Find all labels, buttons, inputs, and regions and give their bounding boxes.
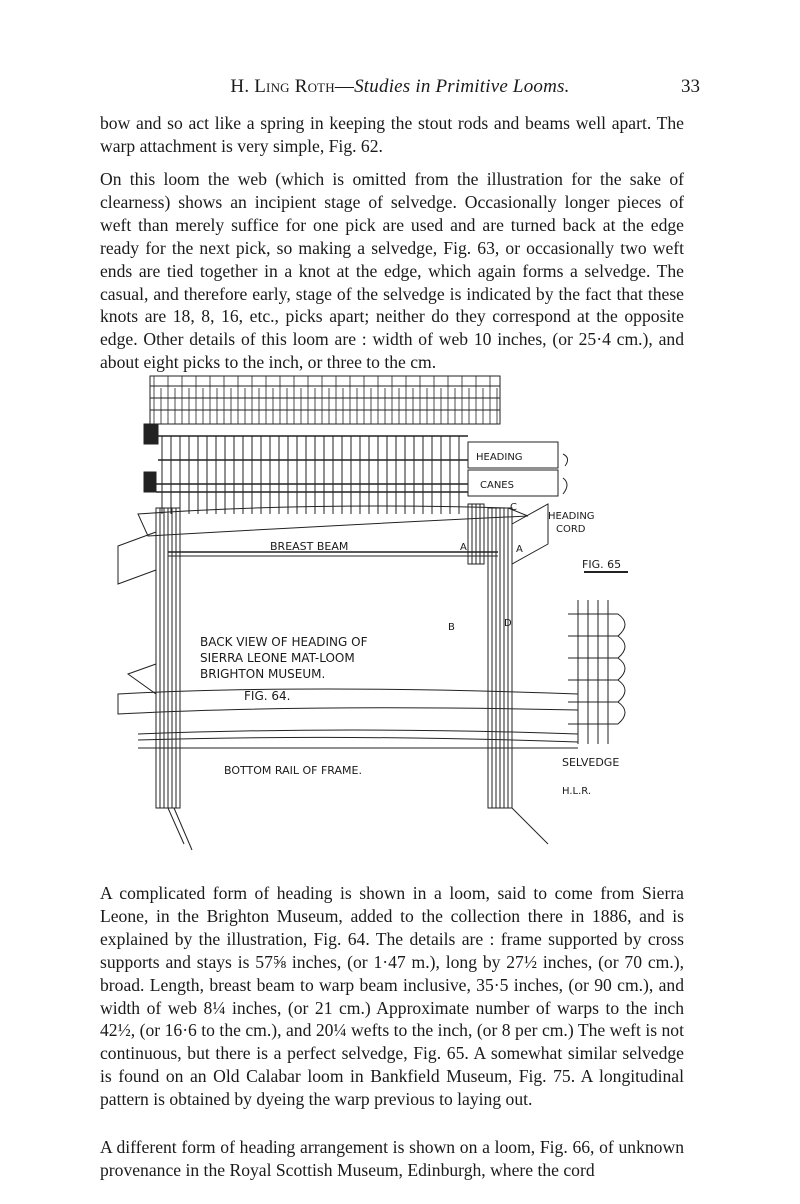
left-post (118, 508, 192, 850)
book-title: Studies in Primitive Looms. (354, 76, 570, 97)
paragraph-1: bow and so act like a spring in keeping the stout rods and beams well apart. The warp attachment is very simple, Fig. 62. (100, 113, 684, 156)
label-letter-b: B (448, 622, 455, 633)
paragraph-3: A complicated form of heading is shown in a loom, said to come from Sierra Leone, in the Brighton Museum, added to the collection there in 1886, and is explained by the illustration, Fig. 64. The details are : frame supported by cross supports and stays is 57⅝ inches, (or 1·47 m.), long by 27½ inches, (or 70 cm.), broad. Length, breast beam to warp beam inclusive, 35·5 inches, (or 90 cm.), and width of web 8¼ inches, (or 21 cm.) Approximate number of warps to the inch 42½, (or 16·6 to the cm.), and 20¼ wefts to the inch, (or 8 per cm.) The weft is not continuous, but there is a perfect selvedge, Fig. 65. A somewhat similar selvedge is found on an Old Calabar loom in Bankfield Museum, Fig. 75. A longitudinal pattern is obtained by dyeing the warp previous to laying out. (100, 883, 684, 1110)
label-bottom-rail: BOTTOM RAIL OF FRAME. (224, 764, 362, 777)
paragraph-4: A different form of heading arrangement is shown on a loom, Fig. 66, of unknown provenance in the Royal Scottish Museum, Edinburgh, where the cord (100, 1137, 684, 1180)
label-breast-beam: BREAST BEAM (270, 540, 349, 553)
paragraph-2: On this loom the web (which is omitted from the illustration for the sake of clearness) shows an incipient stage of selvedge. Occasionally longer pieces of weft than merely suffice for one pick are used and are turned back at the edge ready for the next pick, so making a selvedge, Fig. 63, or occasionally two weft ends are tied together in a knot at the edge, which again forms a selvedge. The casual, and therefore early, stage of the selvedge is indicated by the fact that these knots are 18, 8, 16, etc., picks apart; neither do they correspond at the opposite edge. Other details of this loom are : width of web 10 inches, (or 25·4 cm.), and about eight picks to the inch, or three to the cm. (100, 169, 684, 373)
label-canes: CANES (480, 480, 514, 491)
label-fig-64: FIG. 64. (244, 689, 291, 703)
right-post (488, 504, 548, 844)
title-separator: — (334, 76, 355, 97)
label-heading-cord-1: HEADING (548, 511, 595, 522)
author-name: H. Ling Roth (230, 76, 335, 97)
heading-weave-grid (150, 376, 500, 424)
label-letter-d: D (504, 618, 512, 629)
loom-drawing (108, 374, 698, 862)
label-letter-a2: A (516, 544, 523, 555)
heading-cord-end-left (144, 424, 158, 444)
selvedge-diagram (568, 600, 625, 744)
caption-line-2: SIERRA LEONE MAT-LOOM (200, 651, 355, 665)
label-heading-cord-2: CORD (556, 524, 586, 535)
bottom-rail (118, 689, 578, 748)
label-heading: HEADING (476, 452, 523, 463)
label-selvedge: SELVEDGE (562, 756, 620, 769)
canes-end-left (144, 472, 156, 492)
loom-illustration (108, 374, 698, 862)
running-title (0, 76, 800, 98)
caption-line-3: BRIGHTON MUSEUM. (200, 667, 326, 681)
page-number: 33 (681, 76, 700, 97)
caption-line-1: BACK VIEW OF HEADING OF (200, 635, 368, 649)
running-header (0, 76, 800, 106)
label-letter-c: C (510, 502, 517, 513)
label-initials: H.L.R. (562, 786, 592, 797)
label-fig-65: FIG. 65 (582, 558, 622, 571)
label-letter-a1: A (460, 542, 467, 553)
